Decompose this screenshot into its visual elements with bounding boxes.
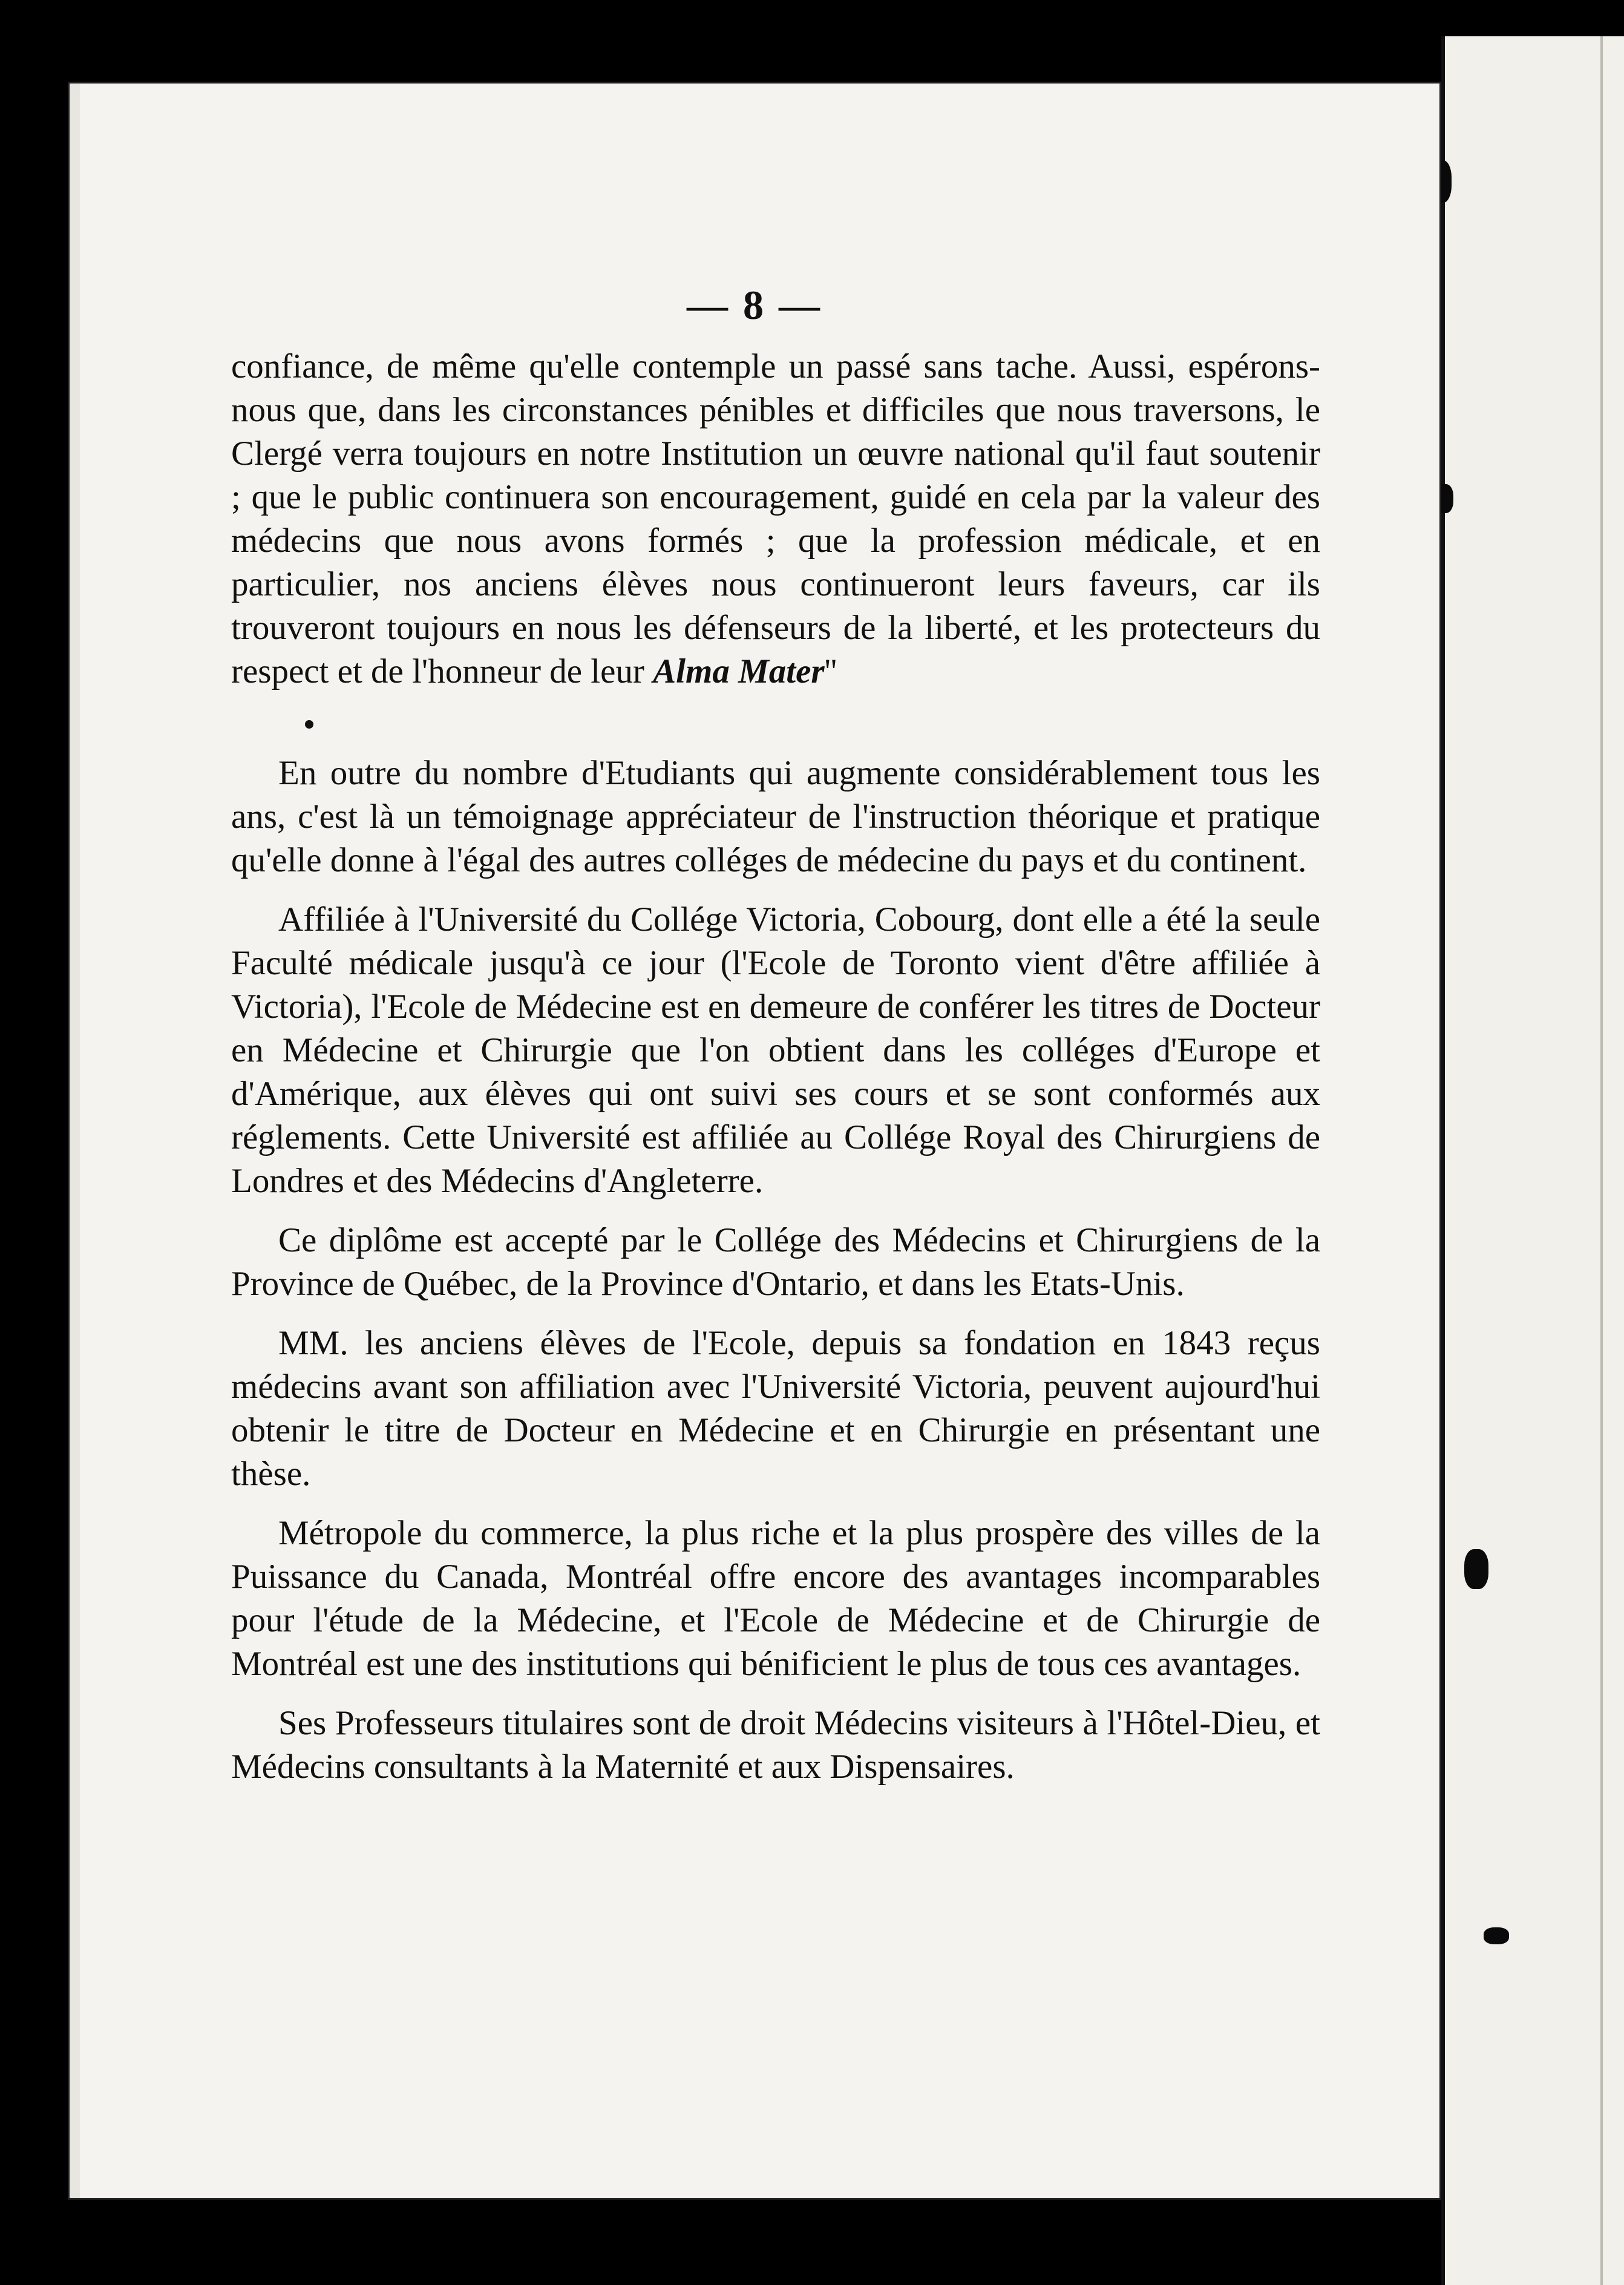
paragraph: Affiliée à l'Université du Collége Victoria, Cobourg, dont elle a été la seule Faculté médicale jusqu'à ce jour (l'Ecole de Toronto vient d'être affiliée à Victoria), l'Ecole de Médecine est en demeure de conférer les titres de Docteur en Médecine et Chirurgie que l'on obtient dans les colléges d'Europe et d'Amérique, aux élèves qui ont suivi ses cours et se sont conformés aux réglements. Cette Université est affiliée au Collége Royal des Chirurgiens de Londres et des Médecins d'Angleterre.: [231, 900, 1320, 1200]
page-gutter-line: [1441, 36, 1445, 2285]
closing-quote: '': [824, 652, 837, 690]
paragraph: Ses Professeurs titulaires sont de droit Médecins visiteurs à l'Hôtel-Dieu, et Médecins consultants à la Maternité et aux Dispensaires.: [231, 1704, 1320, 1786]
paragraph-text: confiance, de même qu'elle contemple un passé sans tache. Aussi, espérons-nous que, dans les circonstances pénibles et difficiles que nous traversons, le Clergé verra toujours en notre Institution un œuvre national qu'il faut soutenir ; que le public continuera son encouragement, guidé en cela par la valeur des médecins que nous avons formés ; que la profession médicale, et en particulier, nos anciens élèves nous continueront leurs faveurs, car ils trouveront toujours en nous les défenseurs de la liberté, et les protecteurs du respect et de l'honneur de leur: [231, 347, 1320, 690]
paragraph: En outre du nombre d'Etudiants qui augmente considérablement tous les ans, c'est là un témoignage appréciateur de l'instruction théorique et pratique qu'elle donne à l'égal des autres colléges de médecine du pays et du continent.: [231, 754, 1320, 879]
adjacent-page-edge: [1441, 36, 1624, 2285]
document-page: [68, 82, 1441, 2200]
paragraph: [231, 345, 1320, 693]
page-number: — 8 —: [687, 282, 822, 328]
alma-mater-italic: Alma Mater: [653, 652, 825, 690]
paragraph: MM. les anciens élèves de l'Ecole, depuis sa fondation en 1843 reçus médecins avant son affiliation avec l'Université Victoria, peuvent aujourd'hui obtenir le titre de Docteur en Médecine et en Chirurgie en présentant une thèse.: [231, 1324, 1320, 1493]
binding-mark: [1464, 1549, 1488, 1589]
adjacent-page-rule: [1600, 36, 1603, 2285]
body-text: [231, 345, 1320, 1805]
paragraph: Métropole du commerce, la plus riche et la plus prospère des villes de la Puissance du Canada, Montréal offre encore des avantages incomparables pour l'étude de la Médecine, et l'Ecole de Médecine et de Chirurgie de Montréal est une des institutions qui bénificient le plus de tous ces avantages.: [231, 1514, 1320, 1683]
paragraph: Ce diplôme est accepté par le Collége des Médecins et Chirurgiens de la Province de Québec, de la Province d'Ontario, et dans les Etats-Unis.: [231, 1221, 1320, 1303]
binding-mark: [1484, 1927, 1509, 1944]
